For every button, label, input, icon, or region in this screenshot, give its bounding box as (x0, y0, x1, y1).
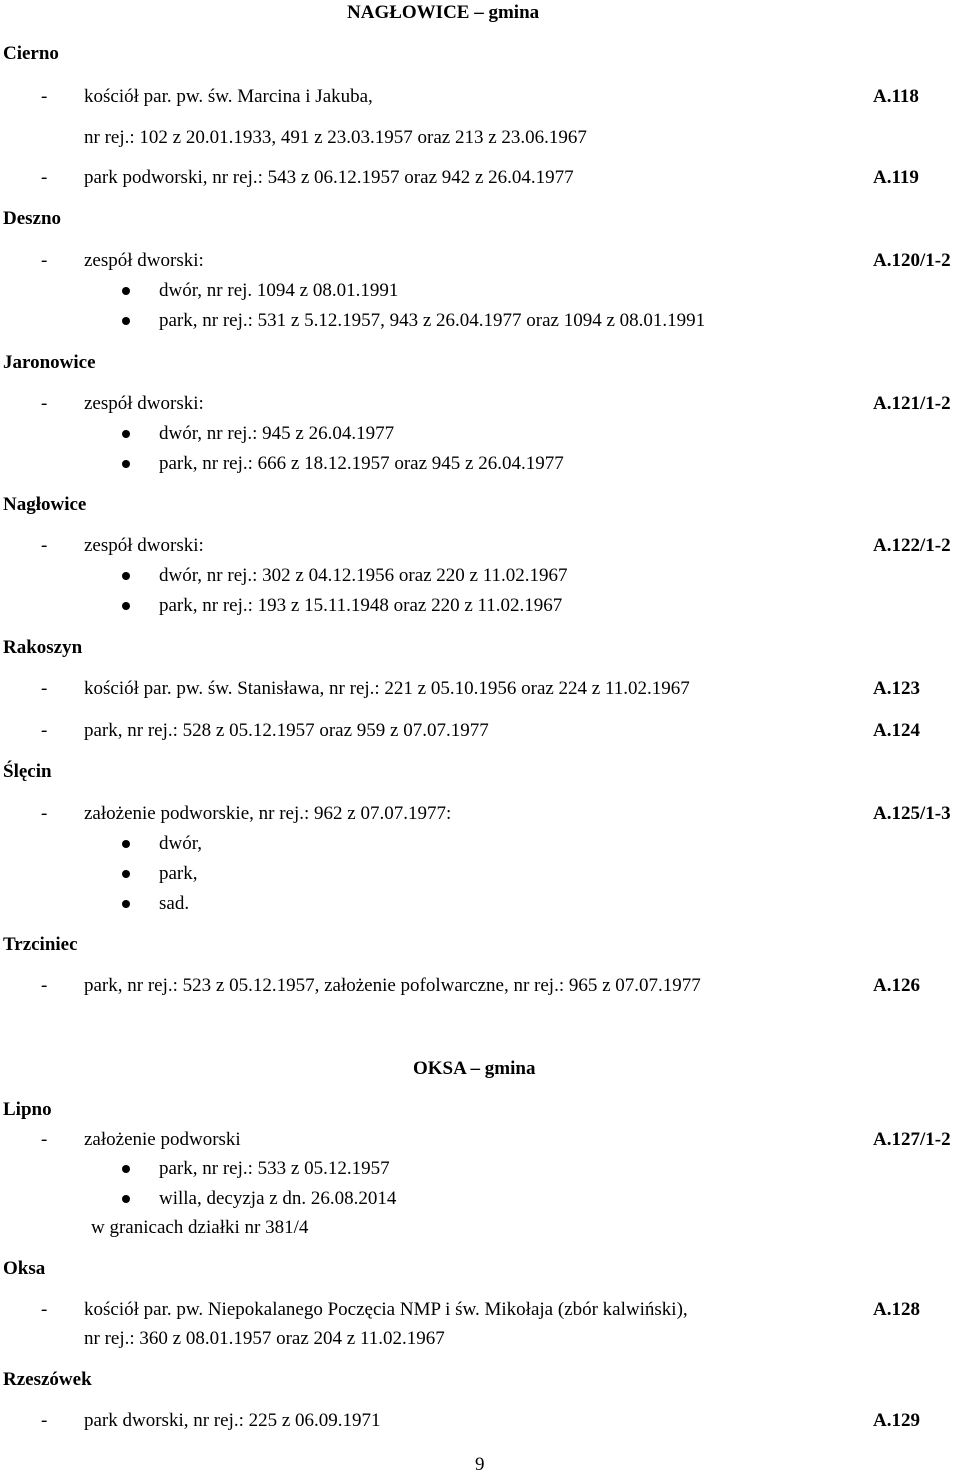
location-heading: Rzeszówek (3, 1369, 92, 1390)
entry-dash: - (41, 1299, 48, 1320)
entry-note: w granicach działki nr 381/4 (91, 1217, 309, 1238)
gmina-title: OKSA – gmina (413, 1058, 536, 1079)
sub-item: willa, decyzja z dn. 26.08.2014 (159, 1188, 397, 1209)
entry-dash: - (41, 86, 48, 107)
bullet-icon (122, 870, 130, 878)
bullet-icon (122, 900, 130, 908)
register-code: A.124 (873, 720, 920, 741)
register-code: A.118 (873, 86, 919, 107)
entry-dash: - (41, 1410, 48, 1431)
bullet-icon (122, 430, 130, 438)
sub-item: park, (159, 863, 198, 884)
entry-dash: - (41, 678, 48, 699)
sub-item: park, nr rej.: 666 z 18.12.1957 oraz 945 z 26.04.1977 (159, 453, 564, 474)
bullet-icon (122, 460, 130, 468)
gmina-title: NAGŁOWICE – gmina (347, 2, 540, 23)
location-heading: Ślęcin (3, 761, 52, 782)
bullet-icon (122, 602, 130, 610)
location-heading: Jaronowice (3, 352, 96, 373)
register-code: A.125/1-3 (873, 803, 951, 824)
entry-text: park podworski, nr rej.: 543 z 06.12.1957 oraz 942 z 26.04.1977 (84, 167, 574, 188)
bullet-icon (122, 1195, 130, 1203)
entry-text: zespół dworski: (84, 393, 204, 414)
register-code: A.129 (873, 1410, 920, 1431)
entry-dash: - (41, 720, 48, 741)
entry-text: park dworski, nr rej.: 225 z 06.09.1971 (84, 1410, 381, 1431)
sub-item: park, nr rej.: 193 z 15.11.1948 oraz 220 z 11.02.1967 (159, 595, 563, 616)
entry-dash: - (41, 535, 48, 556)
entry-text: park, nr rej.: 523 z 05.12.1957, założenie pofolwarczne, nr rej.: 965 z 07.07.1977 (84, 975, 701, 996)
location-heading: Cierno (3, 43, 59, 64)
bullet-icon (122, 572, 130, 580)
entry-dash: - (41, 250, 48, 271)
sub-item: dwór, (159, 833, 203, 854)
sub-item: dwór, nr rej.: 945 z 26.04.1977 (159, 423, 395, 444)
entry-text-continued: nr rej.: 102 z 20.01.1933, 491 z 23.03.1957 oraz 213 z 23.06.1967 (84, 127, 587, 148)
entry-dash: - (41, 803, 48, 824)
bullet-icon (122, 317, 130, 325)
sub-item: dwór, nr rej. 1094 z 08.01.1991 (159, 280, 399, 301)
entry-text: zespół dworski: (84, 535, 204, 556)
sub-item: dwór, nr rej.: 302 z 04.12.1956 oraz 220 z 11.02.1967 (159, 565, 568, 586)
location-heading: Nagłowice (3, 494, 87, 515)
sub-item: park, nr rej.: 533 z 05.12.1957 (159, 1158, 390, 1179)
location-heading: Oksa (3, 1258, 46, 1279)
register-code: A.119 (873, 167, 919, 188)
register-code: A.126 (873, 975, 920, 996)
bullet-icon (122, 287, 130, 295)
entry-dash: - (41, 1129, 48, 1150)
entry-dash: - (41, 975, 48, 996)
register-code: A.127/1-2 (873, 1129, 951, 1150)
bullet-icon (122, 1165, 130, 1173)
register-code: A.121/1-2 (873, 393, 951, 414)
entry-text: park, nr rej.: 528 z 05.12.1957 oraz 959 z 07.07.1977 (84, 720, 489, 741)
sub-item: park, nr rej.: 531 z 5.12.1957, 943 z 26.04.1977 oraz 1094 z 08.01.1991 (159, 310, 706, 331)
entry-text: kościół par. pw. św. Stanisława, nr rej.: 221 z 05.10.1956 oraz 224 z 11.02.1967 (84, 678, 690, 699)
location-heading: Rakoszyn (3, 637, 83, 658)
entry-text: kościół par. pw. Niepokalanego Poczęcia NMP i św. Mikołaja (zbór kalwiński), (84, 1299, 688, 1320)
entry-text: kościół par. pw. św. Marcina i Jakuba, (84, 86, 373, 107)
page-number: 9 (475, 1454, 485, 1475)
location-heading: Deszno (3, 208, 62, 229)
location-heading: Lipno (3, 1099, 52, 1120)
location-heading: Trzciniec (3, 934, 78, 955)
entry-text: założenie podworski (84, 1129, 241, 1150)
register-code: A.123 (873, 678, 920, 699)
register-code: A.122/1-2 (873, 535, 951, 556)
register-code: A.120/1-2 (873, 250, 951, 271)
entry-text: założenie podworskie, nr rej.: 962 z 07.07.1977: (84, 803, 452, 824)
entry-text-continued: nr rej.: 360 z 08.01.1957 oraz 204 z 11.02.1967 (84, 1328, 445, 1349)
entry-dash: - (41, 393, 48, 414)
sub-item: sad. (159, 893, 190, 914)
bullet-icon (122, 840, 130, 848)
entry-text: zespół dworski: (84, 250, 204, 271)
register-code: A.128 (873, 1299, 920, 1320)
entry-dash: - (41, 167, 48, 188)
